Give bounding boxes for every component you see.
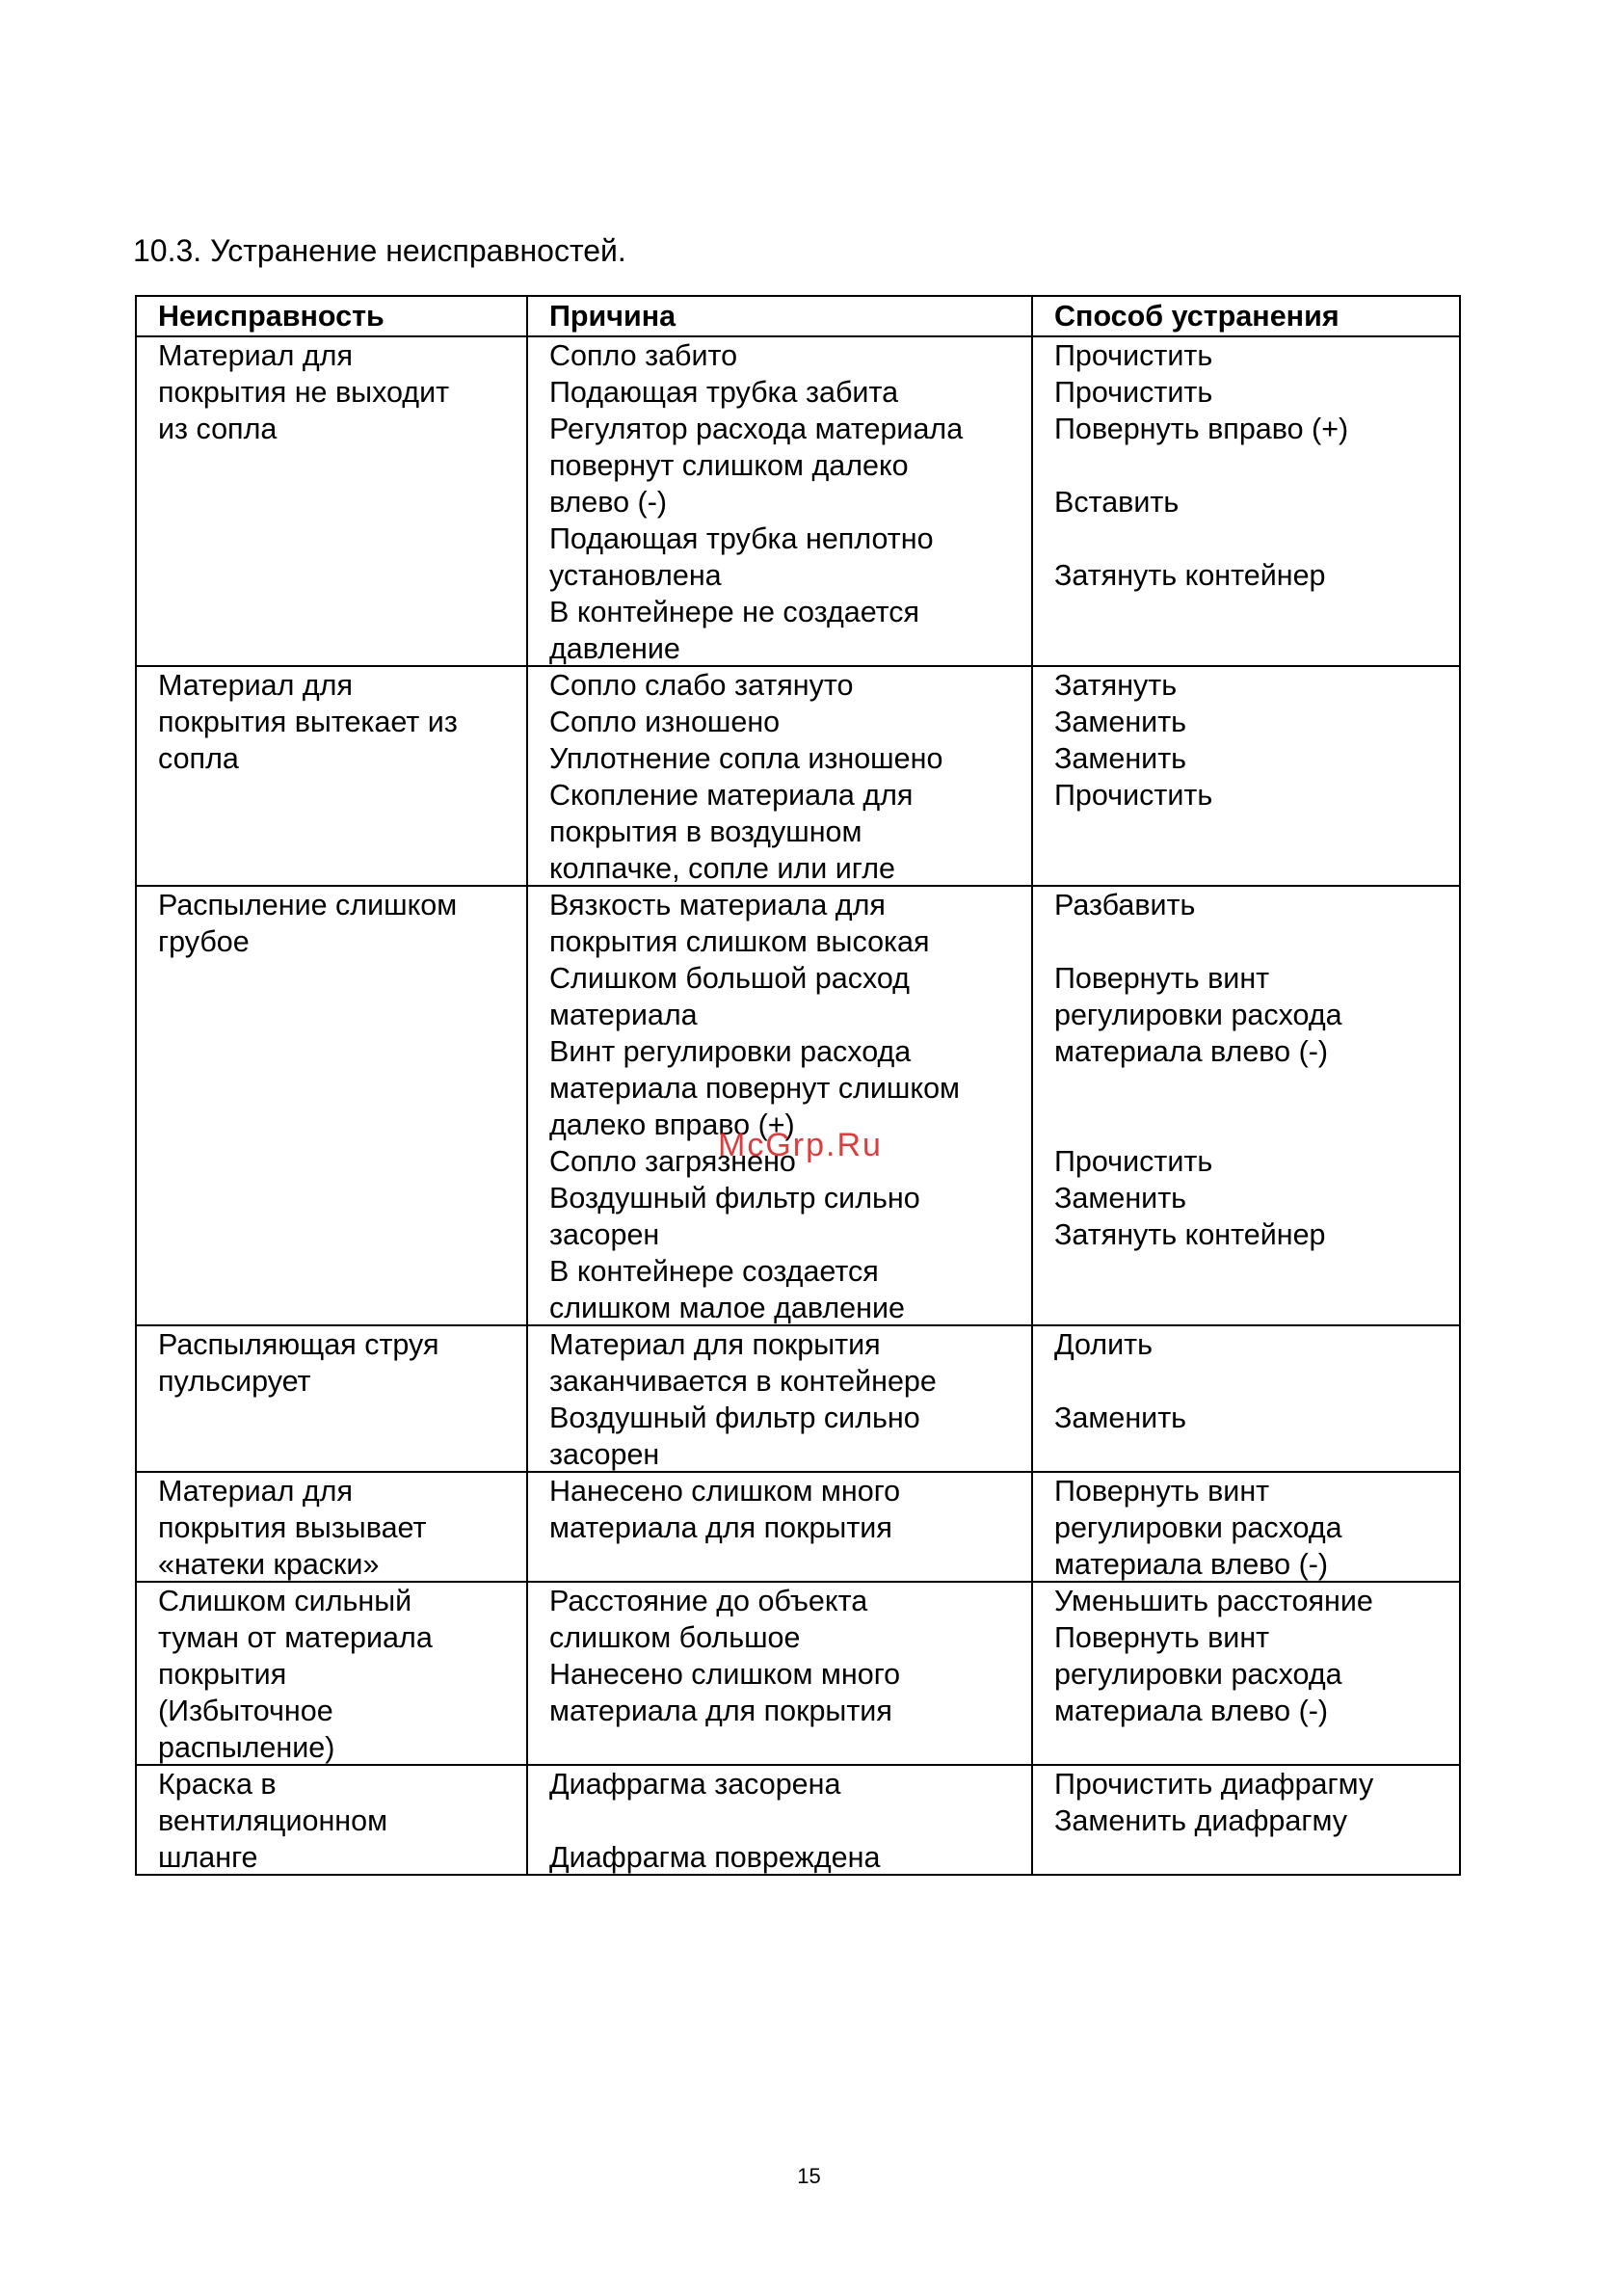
header-cause: Причина [528,297,1033,335]
page-number: 15 [797,2164,821,2188]
cause-line: Воздушный фильтр сильно [549,1182,920,1215]
cause-line: Нанесено слишком много [549,1475,901,1508]
remedy-line: Заменить [1054,706,1187,738]
fault-line: Краска в [158,1768,277,1801]
cell-remedy [1033,667,1459,885]
fault-line: грубое [158,925,250,958]
fault-line: Материал для [158,669,353,702]
fault-line: из сопла [158,413,278,445]
remedy-line: Разбавить [1054,889,1196,921]
remedy-line: Прочистить [1054,376,1213,409]
cause-line: покрытия слишком высокая [549,925,930,958]
remedy-line: регулировки расхода [1054,1511,1342,1544]
remedy-line: Повернуть винт [1054,962,1270,995]
remedy-line: Повернуть винт [1054,1621,1270,1654]
remedy-line: Прочистить диафрагму [1054,1768,1374,1801]
cause-line: Регулятор расхода материала [549,413,964,445]
remedy-line [1054,1070,1459,1107]
cell-fault [137,1766,528,1874]
cause-line: заканчивается в контейнере [549,1365,937,1398]
cell-fault [137,887,528,1324]
cause-line: далеко вправо (+) [549,1108,795,1141]
cause-line: влево (-) [549,486,668,519]
table-row [137,335,1459,665]
cell-remedy [1033,1473,1459,1581]
cause-line: Нанесено слишком много [549,1658,901,1691]
fault-line: сопла [158,742,239,775]
cause-line: Воздушный фильтр сильно [549,1402,920,1434]
cause-line: Сопло изношено [549,706,781,738]
cell-remedy [1033,887,1459,1324]
cause-line: Подающая трубка забита [549,376,899,409]
cause-line: материала для покрытия [549,1511,892,1544]
fault-line: туман от материала [158,1621,433,1654]
cause-line: Уплотнение сопла изношено [549,742,943,775]
fault-line: «натеки краски» [158,1548,380,1581]
cause-line: В контейнере создается [549,1255,879,1288]
cause-line: покрытия в воздушном [549,815,862,848]
fault-line: распыление) [158,1731,335,1764]
cause-line: колпачке, сопле или игле [549,852,895,885]
remedy-line: Прочистить [1054,1145,1213,1178]
remedy-line: регулировки расхода [1054,999,1342,1031]
troubleshooting-table [135,295,1461,1876]
cell-fault [137,1583,528,1764]
fault-line: Распыляющая струя [158,1328,439,1361]
cause-line: засорен [549,1218,660,1251]
cause-line: Скопление материала для [549,779,914,812]
cell-fault [137,337,528,665]
cause-line: материала повернут слишком [549,1072,961,1105]
cause-line: слишком малое давление [549,1292,905,1324]
remedy-line: Заменить [1054,1182,1187,1215]
remedy-line: Прочистить [1054,339,1213,372]
fault-line: Слишком сильный [158,1585,412,1617]
cause-line: засорен [549,1438,660,1471]
remedy-line [1054,923,1459,960]
cause-line: Материал для покрытия [549,1328,881,1361]
cause-line: Подающая трубка неплотно [549,522,934,555]
fault-line: пульсирует [158,1365,311,1398]
cause-line: В контейнере не создается [549,596,920,628]
remedy-line [1054,447,1459,484]
fault-line: покрытия не выходит [158,376,450,409]
cell-fault [137,667,528,885]
remedy-line: материала влево (-) [1054,1695,1329,1727]
remedy-line: Заменить диафрагму [1054,1804,1348,1837]
remedy-line [1054,1107,1459,1143]
cause-line: Винт регулировки расхода [549,1035,912,1068]
fault-line: вентиляционном [158,1804,388,1837]
watermark: McGrp.Ru [718,1127,883,1163]
remedy-line: Заменить [1054,742,1187,775]
cell-cause [528,667,1033,885]
cause-line: Диафрагма повреждена [549,1841,881,1874]
remedy-line: Повернуть винт [1054,1475,1270,1508]
remedy-line: Вставить [1054,486,1180,519]
remedy-line: материала влево (-) [1054,1035,1329,1068]
cause-line: слишком большое [549,1621,801,1654]
cell-cause [528,337,1033,665]
cell-cause [528,1583,1033,1764]
fault-line: Материал для [158,1475,353,1508]
cell-remedy [1033,1766,1459,1874]
cause-line: Сопло загрязнено [549,1145,796,1178]
cause-line: установлена [549,559,722,592]
cause-line: давление [549,632,680,665]
remedy-line: Уменьшить расстояние [1054,1585,1373,1617]
table-header-row [137,297,1459,335]
cell-fault [137,1326,528,1471]
remedy-line: Заменить [1054,1402,1187,1434]
remedy-line: Затянуть контейнер [1054,559,1326,592]
cell-cause [528,1326,1033,1471]
table-row [137,1471,1459,1581]
table-body [137,335,1459,1874]
cause-line: Расстояние до объекта [549,1585,868,1617]
cause-line: Сопло забито [549,339,738,372]
cause-line [549,1802,1031,1839]
cell-remedy [1033,1583,1459,1764]
fault-line: Распыление слишком [158,889,458,921]
cause-line: Диафрагма засорена [549,1768,841,1801]
cell-remedy [1033,1326,1459,1471]
table-row [137,1581,1459,1764]
table-row [137,1764,1459,1874]
cause-line: Сопло слабо затянуто [549,669,854,702]
fault-line: (Избыточное [158,1695,333,1727]
remedy-line: Прочистить [1054,779,1213,812]
fault-line: Материал для [158,339,353,372]
section-title: 10.3. Устранение неисправностей. [133,233,626,268]
remedy-line: Долить [1054,1328,1153,1361]
cell-cause [528,887,1033,1324]
remedy-line: Повернуть вправо (+) [1054,413,1349,445]
header-remedy: Способ устранения [1054,300,1339,333]
remedy-line: регулировки расхода [1054,1658,1342,1691]
cell-fault [137,1473,528,1581]
cause-line: Слишком большой расход [549,962,910,995]
cause-line: материала [549,999,698,1031]
cell-cause [528,1473,1033,1581]
fault-line: покрытия вызывает [158,1511,427,1544]
header-fault: Неисправность [137,297,528,335]
remedy-line [1054,1363,1459,1400]
fault-line: покрытия [158,1658,287,1691]
cause-line: материала для покрытия [549,1695,892,1727]
remedy-line: Затянуть контейнер [1054,1218,1326,1251]
fault-line: шланге [158,1841,258,1874]
remedy-line [1054,521,1459,557]
table-row [137,665,1459,885]
remedy-line: материала влево (-) [1054,1548,1329,1581]
cell-cause [528,1766,1033,1874]
remedy-line: Затянуть [1054,669,1178,702]
table-row [137,1324,1459,1471]
fault-line: покрытия вытекает из [158,706,458,738]
cell-remedy [1033,337,1459,665]
cause-line: Вязкость материала для [549,889,886,921]
table-row [137,885,1459,1324]
cause-line: повернут слишком далеко [549,449,909,482]
